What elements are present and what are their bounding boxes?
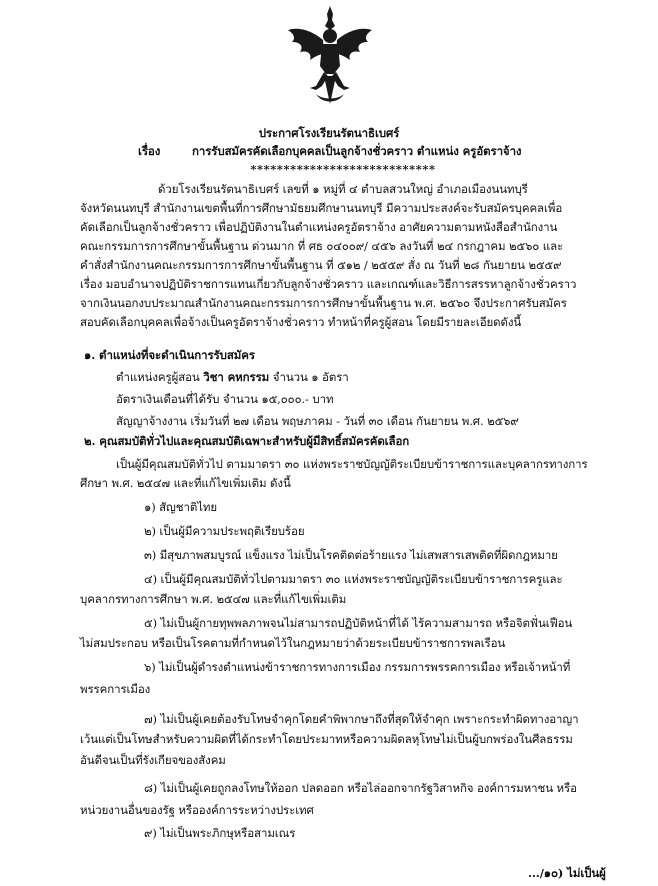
qualification-item-4: ๔) เป็นผู้มีคุณสมบัติทั่วไปตามมาตรา ๓๐ แห่งพระราชบัญญัติระเบียบข้าราชการครูและ (144, 572, 563, 586)
qualification-item-8-cont: หน่วยงานอื่นของรัฐ หรือองค์การระหว่างประเทศ (80, 803, 314, 817)
intro-line-1: ด้วยโรงเรียนรัตนาธิเบศร์ เลขที่ ๑ หมู่ที่ ๔ ตำบลสวนใหญ่ อำเภอเมืองนนทบุรี (158, 182, 528, 196)
intro-line-8: สอบคัดเลือกบุคคลเพื่อจ้างเป็นครูอัตราจ้างชั่วคราว ทำหน้าที่ครูผู้สอน โดยมีรายละเอียดดังนี้ (80, 315, 522, 329)
qualification-item-9: ๙) ไม่เป็นพระภิกษุหรือสามเณร (144, 826, 296, 840)
garuda-emblem-icon (286, 4, 374, 108)
qualification-item-6: ๖) ไม่เป็นผู้ดำรงตำแหน่งข้าราชการทางการเมือง กรรมการพรรคการเมือง หรือเจ้าหน้าที่ (144, 660, 571, 674)
subject-label: เรื่อง (138, 144, 161, 158)
salary-line: อัตราเงินเดือนที่ได้รับ จำนวน ๑๕,๐๐๐.- บาท (116, 392, 334, 406)
section-2-heading: ๒. คุณสมบัติทั่วไปและคุณสมบัติเฉพาะสำหรับผู้มีสิทธิ์สมัครคัดเลือก (84, 434, 410, 448)
qualification-item-1: ๑) สัญชาติไทย (144, 500, 217, 514)
position-prefix: ตำแหน่งครูผู้สอน (116, 370, 200, 384)
section-1-heading: ๑. ตำแหน่งที่จะดำเนินการรับสมัคร (84, 348, 255, 362)
intro-line-5: คำสั่งสำนักงานคณะกรรมการการศึกษาขั้นพื้นฐาน ที่ ๕๑๒ / ๒๕๕๙ สั่ง ณ วันที่ ๒๘ กันยายน ๒๕๕๙ (80, 258, 562, 272)
intro-line-3: คัดเลือกเป็นลูกจ้างชั่วคราว เพื่อปฏิบัติงานในตำแหน่งครูอัตราจ้าง อาศัยความตามหนังสือสำนักงาน (80, 220, 558, 234)
qualification-item-7-cont-1: เว้นแต่เป็นโทษสำหรับความผิดที่ได้กระทำโดยประมาทหรือความผิดลหุโทษไม่เป็นผู้บกพร่องในศีลธรรม (80, 732, 573, 746)
intro-line-4: คณะกรรมการการศึกษาขั้นพื้นฐาน ด่วนมาก ที่ ศธ ๐๔๐๐๙/ ๔๕๖ ลงวันที่ ๒๔ กรกฎาคม ๒๕๖๐ และ (80, 239, 564, 253)
qualification-item-5: ๕) ไม่เป็นผู้กายทุพพลภาพจนไม่สามารถปฏิบัติหน้าที่ได้ ไร้ความสามารถ หรือจิตฟั่นเฟือน (144, 616, 573, 630)
section-2-intro-1: เป็นผู้มีคุณสมบัติทั่วไป ตามมาตรา ๓๐ แห่งพระราชบัญญัติระเบียบข้าราชการและบุคลากรทางการ (116, 457, 588, 471)
qualification-item-8: ๘) ไม่เป็นผู้เคยถูกลงโทษให้ออก ปลดออก หรือไล่ออกจากรัฐวิสาหกิจ องค์การมหาชน หรือ (144, 781, 577, 795)
position-count: จำนวน ๑ อัตรา (272, 370, 349, 384)
section-2-intro-2: ศึกษา พ.ศ. ๒๕๔๗ และที่แก้ไขเพิ่มเติม ดังนี้ (80, 476, 291, 490)
qualification-item-6-cont: พรรคการเมือง (80, 682, 151, 696)
page-continuation: .../๑๐) ไม่เป็นผู้ (528, 866, 606, 880)
subject-text: การรับสมัครคัดเลือกบุคคลเป็นลูกจ้างชั่วคราว ตำแหน่ง ครูอัตราจ้าง (192, 144, 522, 158)
qualification-item-2: ๒) เป็นผู้มีความประพฤติเรียบร้อย (144, 524, 305, 538)
header-divider: **************************** (250, 162, 436, 176)
qualification-item-5-cont: ไม่สมประกอบ หรือเป็นโรคตามที่กำหนดไว้ในกฎหมายว่าด้วยระเบียบข้าราชการพลเรือน (80, 636, 506, 650)
announcement-title: ประกาศโรงเรียนรัตนาธิเบศร์ (258, 126, 400, 140)
intro-line-6: เรื่อง มอบอำนาจปฏิบัติราชการแทนเกี่ยวกับลูกจ้างชั่วคราว และเกณฑ์และวิธีการสรรหาลูกจ้างชั่วคราว (80, 277, 577, 291)
qualification-item-3: ๓) มีสุขภาพสมบูรณ์ แข็งแรง ไม่เป็นโรคติดต่อร้ายแรง ไม่เสพสารเสพติดที่ผิดกฎหมาย (144, 548, 558, 562)
intro-line-7: จากเงินนอกงบประมาณสำนักงานคณะกรรมการการศึกษาขั้นพื้นฐาน พ.ศ. ๒๕๖๐ จึงประกาศรับสมัคร (80, 296, 567, 310)
qualification-item-4-cont: บุคลากรทางการศึกษา พ.ศ. ๒๕๔๗ และที่แก้ไขเพิ่มเติม (80, 592, 347, 606)
intro-line-2: จังหวัดนนทบุรี สำนักงานเขตพื้นที่การศึกษามัธยมศึกษานนทบุรี มีความประสงค์จะรับสมัครบุคคลเพื่อ (80, 201, 563, 215)
position-line (116, 370, 349, 384)
position-subject: วิชา คหกรรม (203, 370, 270, 384)
contract-line: สัญญาจ้างงาน เริ่มวันที่ ๒๗ เดือน พฤษภาคม - วันที่ ๓๐ เดือน กันยายน พ.ศ. ๒๕๖๙ (116, 414, 519, 428)
qualification-item-7-cont-2: อันดีจนเป็นที่รังเกียจของสังคม (80, 753, 226, 767)
qualification-item-7: ๗) ไม่เป็นผู้เคยต้องรับโทษจำคุกโดยคำพิพากษาถึงที่สุดให้จำคุก เพราะกระทำผิดทางอาญา (144, 712, 579, 726)
